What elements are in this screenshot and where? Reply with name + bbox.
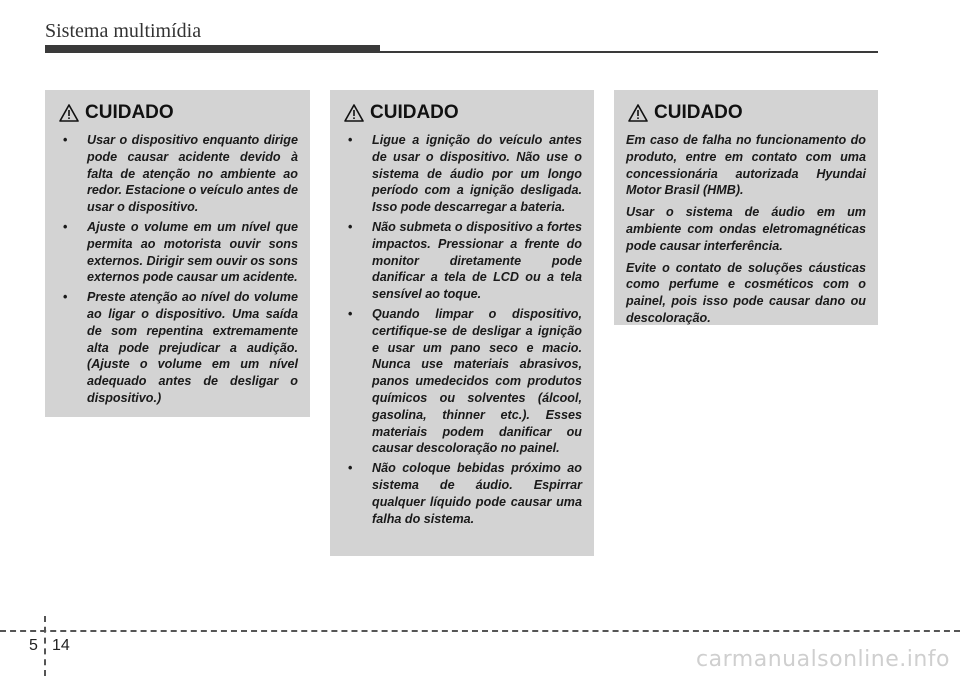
list-item: • Quando limpar o dispositivo, certifique-se de desligar a ignição e usar um pano seco e macio. Nunca use materiais abrasivos, panos umedecidos com produtos químicos ou solventes (álcool, gasolina, thinner etc.). Esses materiais podem danificar ou causar descoloração no painel.: [342, 306, 582, 457]
list-item: • Ajuste o volume em um nível que permita ao motorista ouvir sons externos. Dirigir sem ouvir os sons externos pode causar um acidente.: [57, 219, 298, 286]
page-header-title: Sistema multimídia: [45, 20, 202, 42]
header-rule-thin: [380, 51, 878, 53]
footer-rule-horizontal: [0, 630, 960, 632]
list-item: • Não coloque bebidas próximo ao sistema de áudio. Espirrar qualquer líquido pode causar uma falha do sistema.: [342, 460, 582, 527]
footer-page-number: 14: [52, 637, 70, 654]
warning-triangle-icon: [344, 104, 364, 122]
warning-triangle-icon: [59, 104, 79, 122]
list-item: • Ligue a ignição do veículo antes de usar o dispositivo. Não use o sistema de áudio por um longo período com a ignição desligada. Isso pode descarregar a bateria.: [342, 132, 582, 216]
caution-box-2: [330, 90, 594, 556]
caution-box-3: [614, 90, 878, 325]
caution-title: CUIDADO: [85, 102, 174, 123]
caution-heading: [344, 102, 582, 124]
caution-list: [342, 132, 582, 527]
caution-box-1: [45, 90, 310, 417]
caution-heading: [59, 102, 298, 124]
caution-list: [57, 132, 298, 407]
caution-title: CUIDADO: [370, 102, 459, 123]
caution-paragraph: Evite o contato de soluções cáusticas como perfume e cosméticos com o painel, pois isso pode causar dano ou descoloração.: [626, 260, 866, 325]
caution-paragraph: Em caso de falha no funcionamento do produto, entre em contato com uma concessionária autorizada Hyundai Motor Brasil (HMB).: [626, 133, 866, 198]
caution-paragraph: Usar o sistema de áudio em um ambiente com ondas eletromagnéticas pode causar interferência.: [626, 205, 866, 253]
list-item: • Preste atenção ao nível do volume ao ligar o dispositivo. Uma saída de som repentina extremamente alta pode prejudicar a audição. (Ajuste o volume em um nível adequado antes de desligar o dispositivo.): [57, 289, 298, 407]
watermark-text: carmanualsonline.info: [696, 647, 950, 672]
footer-section-number: 5: [29, 637, 38, 654]
caution-heading: [628, 102, 866, 124]
caution-title: CUIDADO: [654, 102, 743, 123]
footer-rule-vertical: [44, 616, 46, 676]
list-item: • Usar o dispositivo enquanto dirige pode causar acidente devido à falta de atenção no ambiente ao redor. Estacione o veículo antes de usar o dispositivo.: [57, 132, 298, 216]
list-item: • Não submeta o dispositivo a fortes impactos. Pressionar a frente do monitor diretamente pode danificar a tela de LCD ou a tela sensível ao toque.: [342, 219, 582, 303]
warning-triangle-icon: [628, 104, 648, 122]
header-rule-thick: [45, 45, 380, 53]
